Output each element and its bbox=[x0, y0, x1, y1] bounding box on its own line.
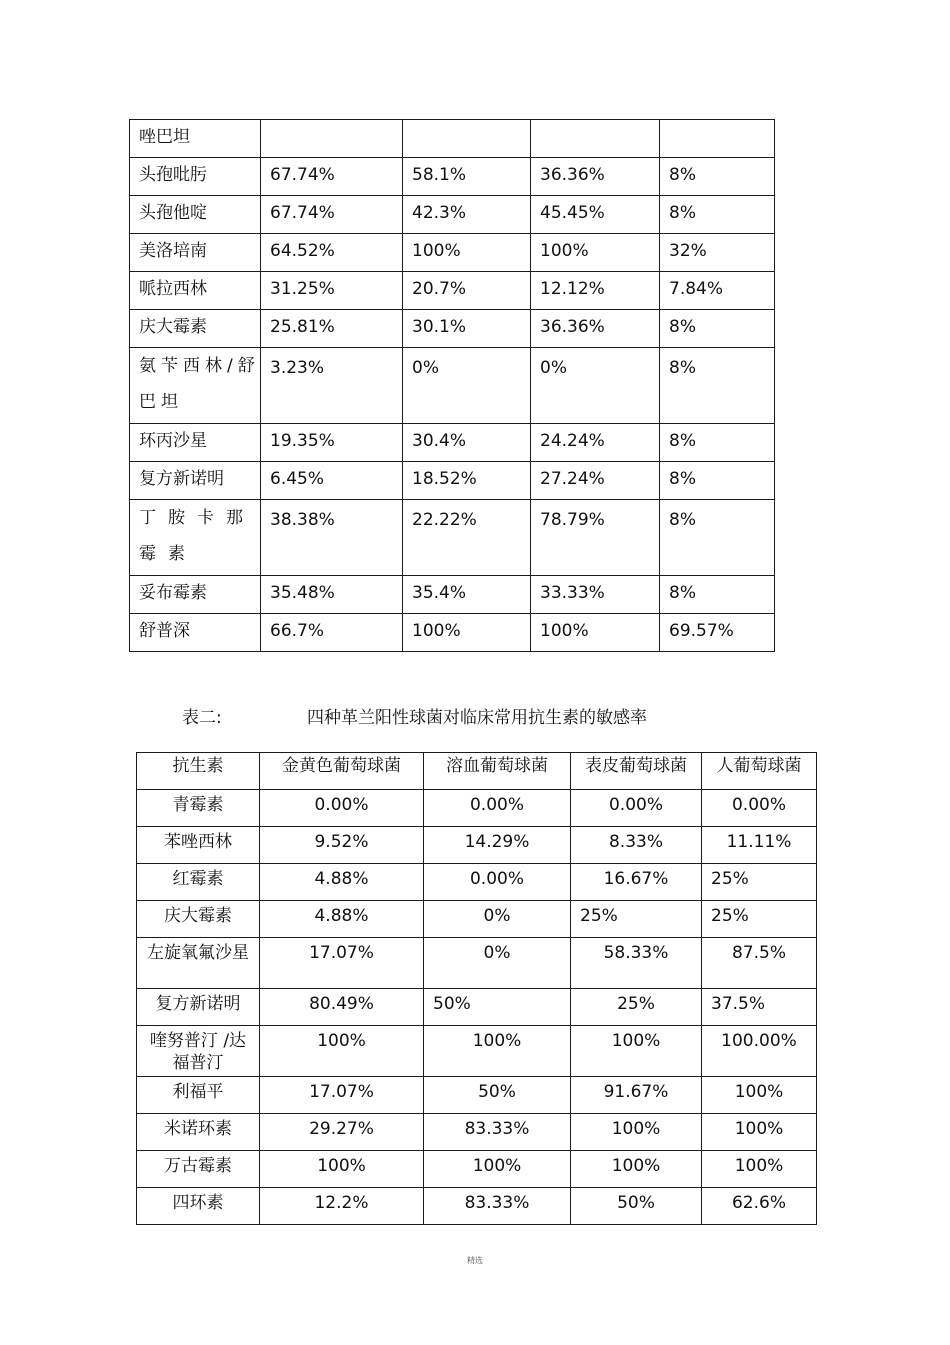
value-cell: 16.67% bbox=[571, 864, 702, 901]
drug-name-cell: 庆大霉素 bbox=[137, 901, 260, 938]
table-row bbox=[130, 348, 775, 424]
value-cell: 91.67% bbox=[571, 1077, 702, 1114]
value-cell: 37.5% bbox=[702, 989, 817, 1026]
value-cell: 33.33% bbox=[531, 576, 660, 614]
table-row bbox=[137, 938, 817, 989]
value-cell: 4.88% bbox=[260, 901, 424, 938]
drug-name-cell: 头孢他啶 bbox=[130, 196, 261, 234]
value-cell: 100% bbox=[531, 234, 660, 272]
table-row bbox=[130, 424, 775, 462]
value-cell: 12.2% bbox=[260, 1188, 424, 1225]
drug-name-cell: 四环素 bbox=[137, 1188, 260, 1225]
value-cell bbox=[531, 120, 660, 158]
value-cell: 0% bbox=[403, 348, 531, 424]
value-cell: 30.4% bbox=[403, 424, 531, 462]
value-cell: 50% bbox=[424, 1077, 571, 1114]
table-row bbox=[137, 1077, 817, 1114]
value-cell: 8% bbox=[660, 424, 775, 462]
table-row bbox=[137, 827, 817, 864]
table-row bbox=[137, 1188, 817, 1225]
column-header: 人葡萄球菌 bbox=[702, 753, 817, 790]
value-cell: 25% bbox=[571, 989, 702, 1026]
value-cell: 69.57% bbox=[660, 614, 775, 652]
value-cell: 45.45% bbox=[531, 196, 660, 234]
value-cell: 42.3% bbox=[403, 196, 531, 234]
value-cell: 83.33% bbox=[424, 1188, 571, 1225]
value-cell: 8% bbox=[660, 310, 775, 348]
value-cell: 58.33% bbox=[571, 938, 702, 989]
value-cell: 12.12% bbox=[531, 272, 660, 310]
value-cell: 100% bbox=[571, 1026, 702, 1077]
value-cell: 8% bbox=[660, 158, 775, 196]
value-cell bbox=[403, 120, 531, 158]
value-cell: 50% bbox=[424, 989, 571, 1026]
value-cell: 0% bbox=[531, 348, 660, 424]
value-cell: 17.07% bbox=[260, 1077, 424, 1114]
table-row bbox=[130, 500, 775, 576]
value-cell: 25% bbox=[702, 864, 817, 901]
table-row bbox=[130, 120, 775, 158]
value-cell: 58.1% bbox=[403, 158, 531, 196]
drug-name-cell: 哌拉西林 bbox=[130, 272, 261, 310]
table-row bbox=[130, 576, 775, 614]
drug-name-cell: 复方新诺明 bbox=[130, 462, 261, 500]
value-cell: 100.00% bbox=[702, 1026, 817, 1077]
value-cell: 64.52% bbox=[261, 234, 403, 272]
value-cell: 100% bbox=[403, 614, 531, 652]
table-row bbox=[130, 272, 775, 310]
value-cell: 35.4% bbox=[403, 576, 531, 614]
table-row bbox=[137, 1026, 817, 1077]
value-cell: 8% bbox=[660, 196, 775, 234]
table-caption-label: 表二: bbox=[182, 708, 222, 728]
value-cell: 36.36% bbox=[531, 158, 660, 196]
drug-name-cell: 头孢吡肟 bbox=[130, 158, 261, 196]
value-cell: 19.35% bbox=[261, 424, 403, 462]
value-cell: 100% bbox=[702, 1151, 817, 1188]
drug-name-cell: 青霉素 bbox=[137, 790, 260, 827]
drug-name-text: 喹努普汀 /达福普汀 bbox=[149, 1031, 247, 1073]
antibiotic-sensitivity-table-2 bbox=[136, 752, 817, 1225]
value-cell: 31.25% bbox=[261, 272, 403, 310]
table-row bbox=[130, 196, 775, 234]
value-cell: 14.29% bbox=[424, 827, 571, 864]
column-header: 金黄色葡萄球菌 bbox=[260, 753, 424, 790]
value-cell: 67.74% bbox=[261, 196, 403, 234]
value-cell: 30.1% bbox=[403, 310, 531, 348]
drug-name-cell bbox=[137, 1026, 260, 1077]
drug-name-cell: 丁胺卡那霉素 bbox=[130, 500, 261, 576]
table-row bbox=[130, 462, 775, 500]
drug-name-cell: 米诺环素 bbox=[137, 1114, 260, 1151]
value-cell: 35.48% bbox=[261, 576, 403, 614]
table-header-row bbox=[137, 753, 817, 790]
value-cell: 67.74% bbox=[261, 158, 403, 196]
table-row bbox=[130, 158, 775, 196]
value-cell: 36.36% bbox=[531, 310, 660, 348]
table-row bbox=[130, 234, 775, 272]
drug-name-cell: 唑巴坦 bbox=[130, 120, 261, 158]
value-cell: 25% bbox=[702, 901, 817, 938]
value-cell: 100% bbox=[702, 1114, 817, 1151]
value-cell: 8% bbox=[660, 576, 775, 614]
value-cell: 3.23% bbox=[261, 348, 403, 424]
value-cell: 32% bbox=[660, 234, 775, 272]
column-header: 抗生素 bbox=[137, 753, 260, 790]
drug-name-cell: 红霉素 bbox=[137, 864, 260, 901]
value-cell: 100% bbox=[424, 1151, 571, 1188]
drug-name-cell: 美洛培南 bbox=[130, 234, 261, 272]
value-cell: 100% bbox=[403, 234, 531, 272]
value-cell: 8% bbox=[660, 500, 775, 576]
value-cell: 0.00% bbox=[424, 864, 571, 901]
value-cell: 100% bbox=[571, 1151, 702, 1188]
value-cell: 25.81% bbox=[261, 310, 403, 348]
drug-name-cell: 利福平 bbox=[137, 1077, 260, 1114]
value-cell: 100% bbox=[260, 1151, 424, 1188]
drug-name-cell bbox=[137, 938, 260, 989]
value-cell: 8.33% bbox=[571, 827, 702, 864]
value-cell: 24.24% bbox=[531, 424, 660, 462]
value-cell: 0.00% bbox=[424, 790, 571, 827]
drug-name-text: 左旋氧氟沙星 bbox=[147, 943, 249, 963]
value-cell: 6.45% bbox=[261, 462, 403, 500]
drug-name-cell: 氨苄西林/舒巴坦 bbox=[130, 348, 261, 424]
drug-name-cell: 妥布霉素 bbox=[130, 576, 261, 614]
value-cell: 78.79% bbox=[531, 500, 660, 576]
value-cell: 0% bbox=[424, 901, 571, 938]
value-cell: 29.27% bbox=[260, 1114, 424, 1151]
drug-name-cell: 万古霉素 bbox=[137, 1151, 260, 1188]
value-cell: 87.5% bbox=[702, 938, 817, 989]
value-cell: 17.07% bbox=[260, 938, 424, 989]
value-cell: 8% bbox=[660, 462, 775, 500]
value-cell: 100% bbox=[702, 1077, 817, 1114]
table-row bbox=[137, 989, 817, 1026]
value-cell: 100% bbox=[260, 1026, 424, 1077]
value-cell: 8% bbox=[660, 348, 775, 424]
value-cell: 4.88% bbox=[260, 864, 424, 901]
column-header: 表皮葡萄球菌 bbox=[571, 753, 702, 790]
table-row bbox=[137, 790, 817, 827]
column-header: 溶血葡萄球菌 bbox=[424, 753, 571, 790]
table-row bbox=[137, 864, 817, 901]
value-cell: 0.00% bbox=[260, 790, 424, 827]
value-cell: 0.00% bbox=[571, 790, 702, 827]
value-cell: 66.7% bbox=[261, 614, 403, 652]
table-row bbox=[137, 1114, 817, 1151]
value-cell: 22.22% bbox=[403, 500, 531, 576]
value-cell: 100% bbox=[424, 1026, 571, 1077]
value-cell bbox=[261, 120, 403, 158]
value-cell: 38.38% bbox=[261, 500, 403, 576]
value-cell: 80.49% bbox=[260, 989, 424, 1026]
antibiotic-sensitivity-table-1 bbox=[129, 119, 775, 652]
table-caption-title: 四种革兰阳性球菌对临床常用抗生素的敏感率 bbox=[307, 708, 647, 728]
table-row bbox=[130, 614, 775, 652]
drug-name-cell: 舒普深 bbox=[130, 614, 261, 652]
value-cell: 0% bbox=[424, 938, 571, 989]
drug-name-cell: 环丙沙星 bbox=[130, 424, 261, 462]
drug-name-cell: 苯唑西林 bbox=[137, 827, 260, 864]
value-cell bbox=[660, 120, 775, 158]
value-cell: 9.52% bbox=[260, 827, 424, 864]
table-row bbox=[137, 901, 817, 938]
value-cell: 100% bbox=[571, 1114, 702, 1151]
value-cell: 27.24% bbox=[531, 462, 660, 500]
value-cell: 7.84% bbox=[660, 272, 775, 310]
drug-name-cell: 复方新诺明 bbox=[137, 989, 260, 1026]
value-cell: 50% bbox=[571, 1188, 702, 1225]
footer-watermark: 精选 bbox=[467, 1256, 483, 1265]
value-cell: 11.11% bbox=[702, 827, 817, 864]
value-cell: 18.52% bbox=[403, 462, 531, 500]
value-cell: 25% bbox=[571, 901, 702, 938]
value-cell: 83.33% bbox=[424, 1114, 571, 1151]
table-row bbox=[137, 1151, 817, 1188]
value-cell: 0.00% bbox=[702, 790, 817, 827]
drug-name-cell: 庆大霉素 bbox=[130, 310, 261, 348]
value-cell: 62.6% bbox=[702, 1188, 817, 1225]
table-row bbox=[130, 310, 775, 348]
value-cell: 20.7% bbox=[403, 272, 531, 310]
value-cell: 100% bbox=[531, 614, 660, 652]
